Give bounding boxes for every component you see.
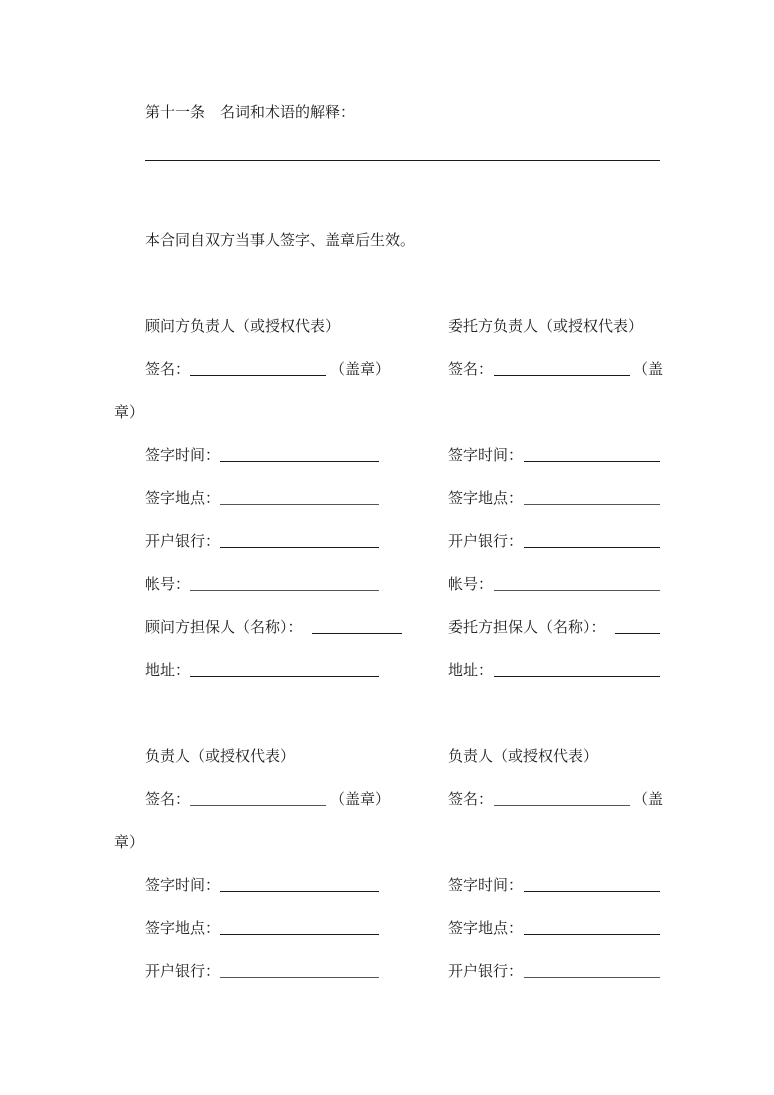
- consultant-guarantor-line: [312, 633, 402, 634]
- left-place-line: [220, 934, 379, 935]
- consultant-bank-label: 开户银行：: [145, 532, 221, 550]
- effect-clause: 本合同自双方当事人签字、盖章后生效。: [145, 231, 416, 249]
- right-place-label: 签字地点：: [448, 919, 524, 937]
- client-place-line: [524, 504, 660, 505]
- consultant-guarantor-label: 顾问方担保人（名称）：: [145, 618, 303, 636]
- consultant-sign-line: [190, 375, 326, 376]
- client-time-line: [524, 461, 660, 462]
- consultant-sign-label: 签名：: [145, 360, 191, 378]
- client-place-label: 签字地点：: [448, 489, 524, 507]
- article-heading: 第十一条 名词和术语的解释：: [145, 103, 356, 121]
- left-sign-label: 签名：: [145, 790, 191, 808]
- left-time-line: [220, 891, 379, 892]
- right-seal-open: （盖: [633, 790, 664, 808]
- consultant-time-line: [220, 461, 379, 462]
- right-bank-label: 开户银行：: [448, 962, 524, 980]
- article-blank-line: [145, 160, 660, 161]
- client-guarantor-line: [615, 633, 660, 634]
- client-seal-open: （盖: [633, 360, 664, 378]
- right-time-label: 签字时间：: [448, 876, 524, 894]
- client-seal-wrap: 章）: [114, 403, 145, 421]
- client-address-line: [494, 676, 660, 677]
- consultant-place-line: [220, 504, 379, 505]
- client-bank-label: 开户银行：: [448, 532, 524, 550]
- left-place-label: 签字地点：: [145, 919, 221, 937]
- right-bank-line: [524, 977, 660, 978]
- consultant-time-label: 签字时间：: [145, 446, 221, 464]
- left-sign-line: [190, 805, 326, 806]
- right-seal-wrap: 章）: [114, 833, 145, 851]
- right-sign-line: [494, 805, 630, 806]
- client-time-label: 签字时间：: [448, 446, 524, 464]
- client-address-label: 地址：: [448, 661, 494, 679]
- right-place-line: [524, 934, 660, 935]
- consultant-rep-title: 顾问方负责人（或授权代表）: [145, 317, 341, 335]
- consultant-address-line: [190, 676, 379, 677]
- consultant-bank-line: [220, 547, 379, 548]
- left-rep-title: 负责人（或授权代表）: [145, 747, 296, 765]
- consultant-account-label: 帐号：: [145, 575, 191, 593]
- right-rep-title: 负责人（或授权代表）: [448, 747, 599, 765]
- consultant-place-label: 签字地点：: [145, 489, 221, 507]
- left-bank-line: [220, 977, 379, 978]
- left-seal-label: （盖章）: [330, 790, 391, 808]
- consultant-account-line: [190, 590, 379, 591]
- client-sign-label: 签名：: [448, 360, 494, 378]
- client-sign-line: [494, 375, 630, 376]
- client-account-label: 帐号：: [448, 575, 494, 593]
- left-time-label: 签字时间：: [145, 876, 221, 894]
- consultant-address-label: 地址：: [145, 661, 191, 679]
- client-rep-title: 委托方负责人（或授权代表）: [448, 317, 644, 335]
- consultant-seal-label: （盖章）: [330, 360, 391, 378]
- client-account-line: [494, 590, 660, 591]
- left-bank-label: 开户银行：: [145, 962, 221, 980]
- client-guarantor-label: 委托方担保人（名称）：: [448, 618, 606, 636]
- client-bank-line: [524, 547, 660, 548]
- right-sign-label: 签名：: [448, 790, 494, 808]
- right-time-line: [524, 891, 660, 892]
